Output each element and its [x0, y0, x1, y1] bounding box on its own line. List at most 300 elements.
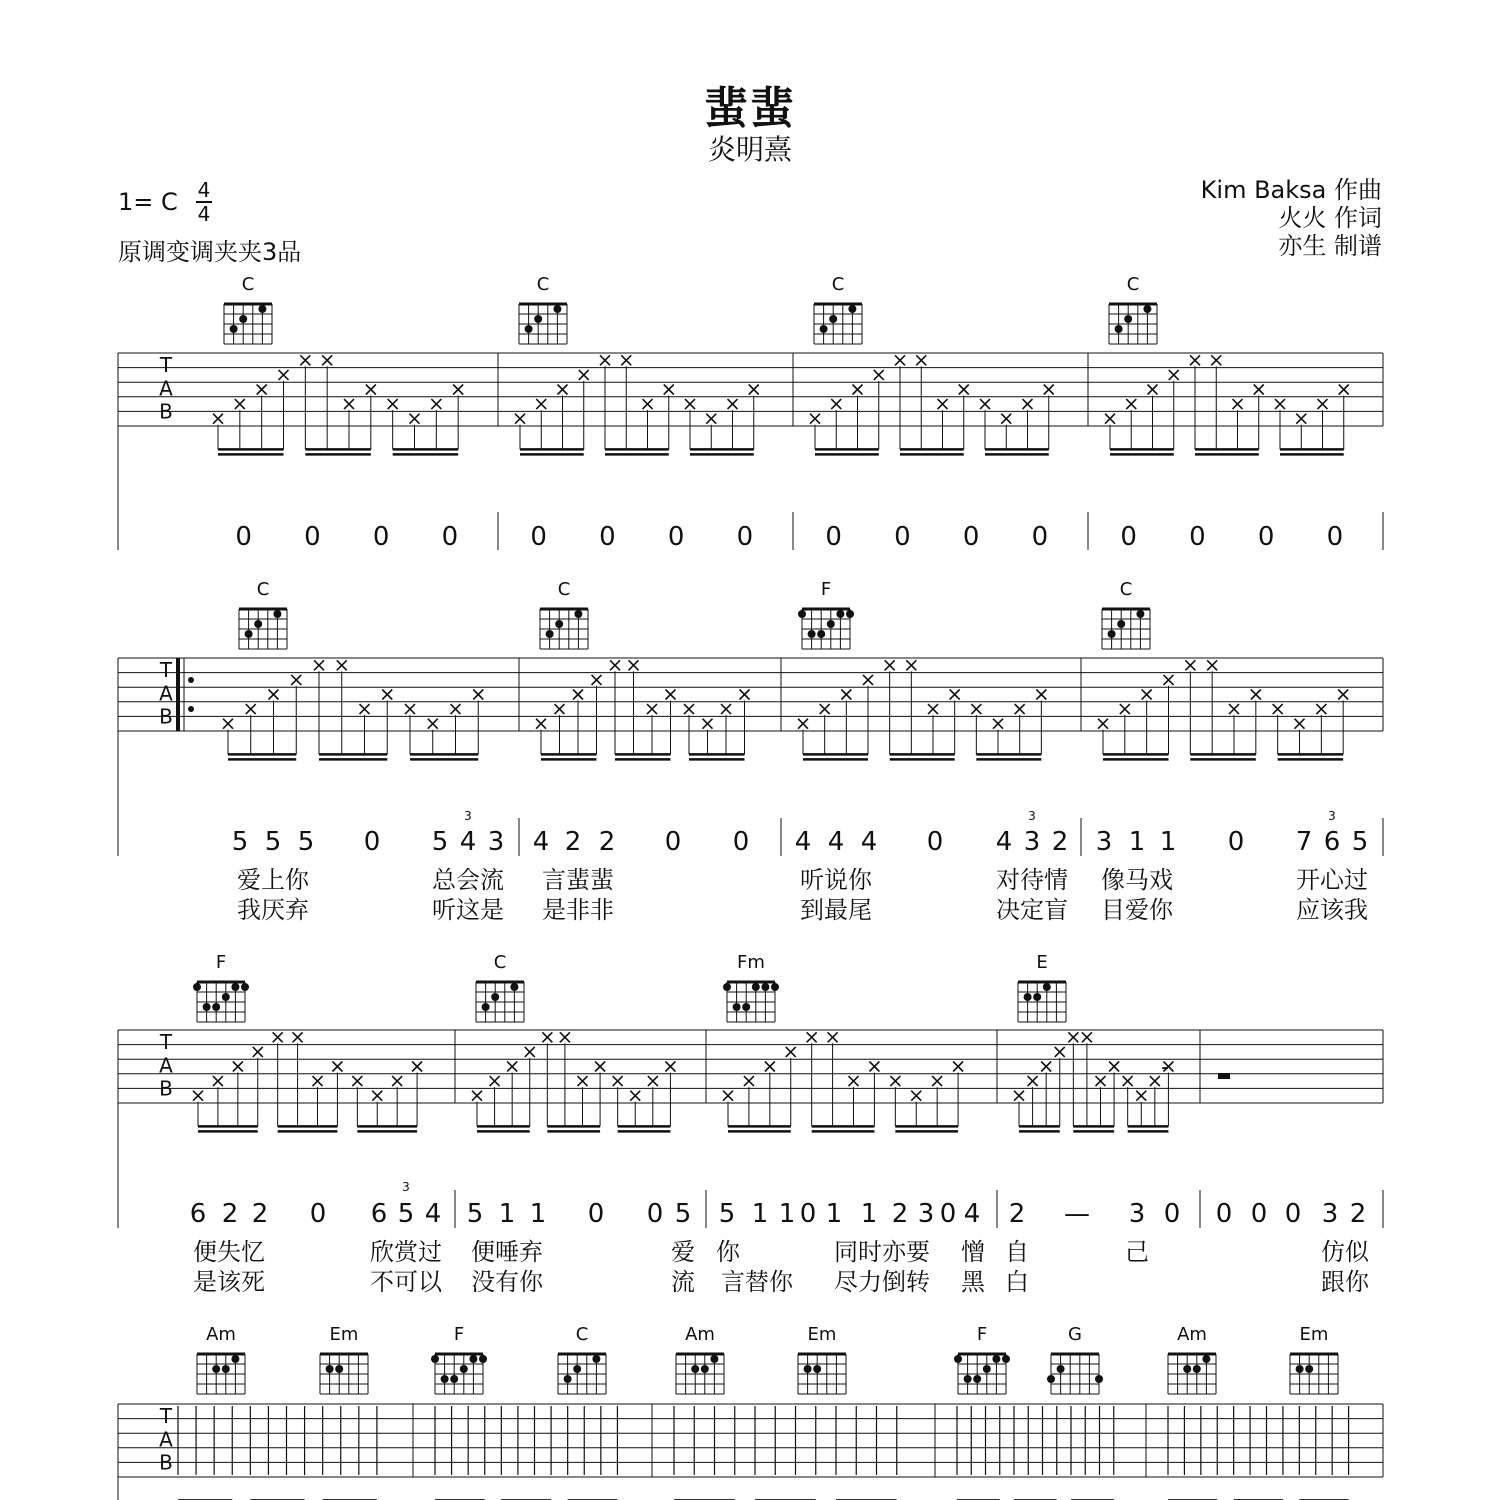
tab-note-x	[269, 690, 279, 700]
song-title: 蜚蜚	[704, 83, 796, 134]
tab-note-x	[786, 1047, 796, 1057]
tab-note-x	[798, 719, 808, 729]
finger-dot	[273, 610, 281, 618]
jianpu-note: 2	[564, 827, 582, 857]
tab-note-x	[360, 704, 370, 714]
jianpu-note: 0	[1031, 522, 1049, 552]
chord-name: Fm	[737, 952, 765, 973]
chord-name: C	[1119, 579, 1133, 600]
jianpu-note: 0	[309, 1199, 327, 1229]
jianpu-note: 2	[1349, 1199, 1367, 1229]
jianpu-note: 0	[825, 522, 842, 552]
capo-note: 原调变调夹夹3品	[118, 238, 302, 266]
tab-note-x	[233, 1062, 243, 1072]
tab-note-x	[723, 1091, 733, 1101]
finger-dot	[525, 325, 533, 333]
tab-note-x	[558, 385, 568, 395]
finger-dot	[1043, 983, 1051, 991]
finger-dot	[1296, 1365, 1304, 1373]
tab-note-x	[1105, 414, 1115, 424]
finger-dot	[1305, 1365, 1313, 1373]
tab-note-x	[1096, 1076, 1106, 1086]
finger-dot	[761, 983, 769, 991]
tab-staff	[118, 1030, 1383, 1131]
tab-note-x	[560, 1032, 570, 1042]
finger-dot	[1202, 1355, 1210, 1363]
jianpu-note: 0	[1250, 1199, 1268, 1229]
jianpu-note: 4	[532, 827, 550, 857]
lyric-line2: 应该我	[1296, 896, 1368, 924]
tab-note-x	[579, 370, 589, 380]
finger-dot	[691, 1365, 699, 1373]
jianpu-note: 7	[1295, 827, 1313, 857]
tab-note-x	[1109, 1062, 1119, 1072]
finger-dot	[335, 1365, 343, 1373]
tab-note-x	[578, 1076, 588, 1086]
jianpu-note: 3	[1095, 827, 1113, 857]
lyric-line2: 到最尾	[800, 896, 872, 924]
tab-note-x	[1233, 399, 1243, 409]
tab-note-x	[382, 690, 392, 700]
finger-dot	[954, 1355, 962, 1363]
finger-dot	[460, 1365, 468, 1373]
finger-dot	[222, 1365, 230, 1373]
chord-diagram	[676, 1324, 724, 1394]
jianpu-note: 5	[397, 1199, 415, 1229]
tab-note-x	[916, 355, 926, 365]
finger-dot	[827, 620, 835, 628]
tab-note-x	[911, 1091, 921, 1101]
jianpu-note: 0	[926, 827, 944, 857]
tab-note-x	[807, 1032, 817, 1042]
repeat-dot	[188, 677, 194, 683]
tab-note-x	[431, 399, 441, 409]
lyric-line2: 白	[1005, 1268, 1029, 1296]
tab-note-x	[643, 399, 653, 409]
finger-dot	[817, 630, 825, 638]
tab-note-x	[322, 355, 332, 365]
jianpu-note: 6	[370, 1199, 388, 1229]
tab-note-x	[213, 1076, 223, 1086]
chord-diagram	[798, 579, 854, 649]
tab-note-x	[573, 690, 583, 700]
jianpu-note: 0	[1326, 522, 1344, 552]
tab-note-x	[392, 1076, 402, 1086]
lyric-line1: 听说你	[800, 866, 872, 894]
tab-note-x	[890, 1076, 900, 1086]
finger-dot	[573, 1365, 581, 1373]
tab-note-x	[1044, 385, 1054, 395]
finger-dot	[222, 993, 230, 1001]
jianpu-note: 2	[251, 1199, 269, 1229]
tab-note-x	[246, 704, 256, 714]
lyric-line1: 同时亦要	[834, 1238, 930, 1266]
tab-note-x	[314, 660, 324, 670]
tab-note-x	[1273, 704, 1283, 714]
chord-diagram	[193, 952, 249, 1022]
jianpu-note: 6	[189, 1199, 207, 1229]
chord-diagram	[954, 1324, 1010, 1394]
tab-note-x	[630, 1091, 640, 1101]
finger-dot	[510, 983, 518, 991]
tab-note-x	[1169, 370, 1179, 380]
jianpu-note: 1	[1159, 827, 1177, 857]
tab-note-x	[536, 719, 546, 729]
tab-note-x	[950, 690, 960, 700]
tab-note-x	[810, 414, 820, 424]
tab-note-x	[841, 690, 851, 700]
jianpu-note: 5	[231, 827, 249, 857]
lyric-line1: 你	[716, 1238, 740, 1266]
jianpu-note: 4	[827, 827, 845, 857]
tab-note-x	[932, 1076, 942, 1086]
finger-dot	[733, 1003, 741, 1011]
tab-note-x	[293, 1032, 303, 1042]
tab-staff	[118, 353, 1383, 454]
jianpu-note: 1	[498, 1199, 516, 1229]
tab-note-x	[595, 1062, 605, 1072]
finger-dot	[239, 315, 247, 323]
jianpu-note: 1	[529, 1199, 547, 1229]
tab-note-x	[1036, 690, 1046, 700]
finger-dot	[564, 1375, 572, 1383]
tab-note-x	[629, 660, 639, 670]
finger-dot	[258, 305, 266, 313]
tab-note-x	[253, 1047, 263, 1057]
tab-note-x	[1207, 660, 1217, 670]
jianpu-note: 0	[1257, 522, 1275, 552]
finger-dot	[555, 620, 563, 628]
finger-dot	[230, 325, 238, 333]
tab-letter: B	[159, 1450, 173, 1475]
tab-letter: A	[159, 1053, 173, 1078]
triplet-mark: 3	[464, 809, 472, 823]
tab-note-x	[313, 1076, 323, 1086]
tab-note-x	[536, 399, 546, 409]
jianpu-note: 0	[646, 1199, 664, 1229]
chord-name: F	[453, 1324, 465, 1345]
tab-letter: B	[159, 399, 173, 424]
tab-note-x	[515, 414, 525, 424]
chord-diagram	[224, 274, 272, 344]
finger-dot	[231, 1355, 239, 1363]
finger-dot	[212, 1003, 220, 1011]
finger-dot	[491, 993, 499, 1001]
jianpu-note: 3	[1128, 1199, 1146, 1229]
tab-note-x	[706, 414, 716, 424]
finger-dot	[1136, 610, 1144, 618]
tab-note-x	[332, 1062, 342, 1072]
tab-letter: A	[159, 1427, 173, 1452]
tab-note-x	[1275, 399, 1285, 409]
tab-note-x	[300, 355, 310, 365]
tab-note-x	[213, 414, 223, 424]
chord-diagram	[798, 1324, 846, 1394]
tab-note-x	[372, 1091, 382, 1101]
finger-dot	[846, 610, 854, 618]
tab-note-x	[291, 675, 301, 685]
finger-dot	[1002, 1355, 1010, 1363]
tab-note-x	[1190, 355, 1200, 365]
tab-note-x	[428, 719, 438, 729]
tab-note-x	[542, 1032, 552, 1042]
jianpu-note: 2	[598, 827, 616, 857]
tab-letter: T	[159, 1403, 173, 1428]
jianpu-note: 3	[1321, 1199, 1339, 1229]
tab-note-x	[1211, 355, 1221, 365]
tab-note-x	[257, 385, 267, 395]
tab-staff	[118, 658, 1383, 759]
triplet-mark: 3	[1328, 809, 1336, 823]
finger-dot	[431, 1355, 439, 1363]
finger-dot	[798, 610, 806, 618]
tab-note-x	[703, 719, 713, 729]
finger-dot	[742, 1003, 750, 1011]
tab-note-x	[412, 1062, 422, 1072]
chord-name: F	[976, 1324, 988, 1345]
tab-note-x	[1136, 1091, 1146, 1101]
lyric-line2: 尽力倒转	[834, 1268, 930, 1296]
lyric-line2: 没有你	[471, 1268, 543, 1296]
jianpu-note: 1	[778, 1199, 796, 1229]
tab-note-x	[721, 704, 731, 714]
tab-note-x	[928, 704, 938, 714]
tab-note-x	[472, 1091, 482, 1101]
tab-note-x	[749, 385, 759, 395]
finger-dot	[1117, 620, 1125, 628]
tab-note-x	[684, 704, 694, 714]
chord-name: C	[575, 1324, 589, 1345]
finger-dot	[574, 610, 582, 618]
finger-dot	[808, 630, 816, 638]
lyric-line1: 言蜚蜚	[542, 866, 614, 894]
tab-note-x	[831, 399, 841, 409]
chord-diagram	[239, 579, 287, 649]
lyric-line1: 欣赏过	[370, 1238, 442, 1266]
tab-note-x	[600, 355, 610, 365]
jianpu-note: 5	[297, 827, 315, 857]
tab-note-x	[1082, 1032, 1092, 1042]
jianpu-note: 0	[1215, 1199, 1233, 1229]
finger-dot	[992, 1355, 1000, 1363]
finger-dot	[1033, 993, 1041, 1001]
tab-note-x	[1041, 1062, 1051, 1072]
finger-dot	[848, 305, 856, 313]
finger-dot	[1024, 993, 1032, 1001]
jianpu-note: 0	[732, 827, 750, 857]
tab-letter: T	[159, 657, 173, 682]
finger-dot	[326, 1365, 334, 1373]
tab-note-x	[525, 1047, 535, 1057]
finger-dot	[469, 1355, 477, 1363]
finger-dot	[1193, 1365, 1201, 1373]
jianpu-note: 0	[587, 1199, 605, 1229]
jianpu-note: 0	[894, 522, 911, 552]
jianpu-note: 2	[891, 1199, 909, 1229]
lyric-line1: 总会流	[432, 866, 504, 894]
chord-name: C	[831, 274, 845, 295]
jianpu-note: 0	[664, 827, 682, 857]
finger-dot	[701, 1365, 709, 1373]
tab-note-x	[1150, 1076, 1160, 1086]
chord-name: Em	[807, 1324, 837, 1345]
tab-note-x	[869, 1062, 879, 1072]
tab-note-x	[1055, 1047, 1065, 1057]
lyric-line2: 言替你	[721, 1268, 793, 1296]
finger-dot	[820, 325, 828, 333]
lyric-line2: 流	[671, 1268, 695, 1296]
tab-note-x	[1316, 704, 1326, 714]
tab-note-x	[685, 399, 695, 409]
lyric-line2: 黑	[961, 1268, 985, 1296]
credit-composer: Kim Baksa 作曲	[1200, 176, 1382, 204]
finger-dot	[546, 630, 554, 638]
chord-diagram	[431, 1324, 487, 1394]
chord-name: C	[256, 579, 270, 600]
jianpu-note: 3	[917, 1199, 935, 1229]
jianpu-note: 5	[674, 1199, 692, 1229]
chord-diagram	[1047, 1324, 1103, 1394]
tab-letter: B	[159, 704, 173, 729]
rest-mark: -	[1161, 1055, 1169, 1080]
chord-name: Em	[1299, 1324, 1329, 1345]
jianpu-note: 0	[1163, 1199, 1181, 1229]
tab-note-x	[885, 660, 895, 670]
tab-note-x	[1015, 704, 1025, 714]
tab-note-x	[728, 399, 738, 409]
chord-diagram	[1168, 1324, 1216, 1394]
finger-dot	[1095, 1375, 1103, 1383]
lyric-line2: 目爱你	[1101, 896, 1173, 924]
jianpu-note: 3	[487, 827, 505, 857]
tab-note-x	[621, 355, 631, 365]
tab-note-x	[451, 704, 461, 714]
jianpu-note: 0	[799, 1199, 817, 1229]
finger-dot	[1124, 315, 1132, 323]
finger-dot	[1183, 1365, 1191, 1373]
tab-note-x	[1251, 690, 1261, 700]
lyric-line1: 对待情	[996, 866, 1068, 894]
chord-diagram	[519, 274, 567, 344]
tab-note-x	[1339, 385, 1349, 395]
jianpu-note: 0	[1189, 522, 1206, 552]
jianpu-note: 0	[363, 827, 381, 857]
finger-dot	[553, 305, 561, 313]
finger-dot	[450, 1375, 458, 1383]
jianpu-note: 2	[221, 1199, 239, 1229]
tab-note-x	[1123, 1076, 1133, 1086]
jianpu-note: 4	[794, 827, 812, 857]
chord-diagram	[1102, 579, 1150, 649]
tab-note-x	[853, 385, 863, 395]
jianpu-note: 0	[736, 522, 754, 552]
tab-note-x	[665, 1062, 675, 1072]
jianpu-note: 5	[1351, 827, 1369, 857]
tab-note-x	[1068, 1032, 1078, 1042]
finger-dot	[1115, 325, 1123, 333]
tab-note-x	[388, 399, 398, 409]
tab-note-x	[279, 370, 289, 380]
lyric-line1: 开心过	[1296, 866, 1368, 894]
chord-diagram	[814, 274, 862, 344]
tab-note-x	[1254, 385, 1264, 395]
triplet-mark: 3	[1028, 809, 1036, 823]
tab-letter: A	[159, 681, 173, 706]
tab-note-x	[664, 385, 674, 395]
tab-note-x	[555, 704, 565, 714]
tab-staff	[118, 1404, 1383, 1500]
tab-letter: T	[159, 1029, 173, 1054]
finger-dot	[1057, 1365, 1065, 1373]
jianpu-note: 0	[1284, 1199, 1302, 1229]
finger-dot	[534, 315, 542, 323]
lyric-line1: 仿似	[1321, 1238, 1369, 1266]
tab-note-x	[1164, 675, 1174, 685]
tab-note-x	[953, 1062, 963, 1072]
jianpu-note: 1	[825, 1199, 843, 1229]
lyric-line2: 我厌弃	[237, 896, 309, 924]
jianpu-note: 5	[718, 1199, 736, 1229]
chord-diagram	[723, 952, 779, 1022]
jianpu-note: 1	[1128, 827, 1146, 857]
tab-letter: A	[159, 376, 173, 401]
tab-note-x	[647, 704, 657, 714]
jianpu-note: 3	[1023, 827, 1041, 857]
chord-name: C	[536, 274, 550, 295]
tab-note-x	[895, 355, 905, 365]
tab-note-x	[1296, 414, 1306, 424]
finger-dot	[771, 983, 779, 991]
tab-note-x	[648, 1076, 658, 1086]
tab-note-x	[352, 1076, 362, 1086]
tab-note-x	[405, 704, 415, 714]
chord-diagram	[320, 1324, 368, 1394]
finger-dot	[973, 1375, 981, 1383]
finger-dot	[203, 1003, 211, 1011]
chord-name: Am	[1177, 1324, 1207, 1345]
lyric-line1: 爱	[671, 1238, 695, 1266]
lyric-line1: 自	[1005, 1238, 1029, 1266]
tab-note-x	[906, 660, 916, 670]
tab-note-x	[223, 719, 233, 729]
jianpu-note: 0	[667, 522, 685, 552]
chord-diagram	[1018, 952, 1066, 1022]
time-bottom: 4	[197, 202, 211, 226]
finger-dot	[829, 315, 837, 323]
tab-note-x	[1126, 399, 1136, 409]
jianpu-note: 0	[372, 522, 390, 552]
chord-name: Am	[685, 1324, 715, 1345]
jianpu-note: 6	[1323, 827, 1341, 857]
finger-dot	[592, 1355, 600, 1363]
jianpu-note: 2	[1051, 827, 1069, 857]
tab-note-x	[1229, 704, 1239, 714]
tab-note-x	[820, 704, 830, 714]
tab-note-x	[1023, 399, 1033, 409]
chord-diagram	[558, 1324, 606, 1394]
lyric-line2: 不可以	[370, 1268, 442, 1296]
chord-name: C	[493, 952, 507, 973]
finger-dot	[193, 983, 201, 991]
lyric-line1: 便唾弃	[471, 1238, 543, 1266]
finger-dot	[964, 1375, 972, 1383]
tab-note-x	[1338, 690, 1348, 700]
repeat-dot	[188, 706, 194, 712]
tab-note-x	[235, 399, 245, 409]
tab-note-x	[971, 704, 981, 714]
finger-dot	[804, 1365, 812, 1373]
tab-letter: T	[159, 352, 173, 377]
